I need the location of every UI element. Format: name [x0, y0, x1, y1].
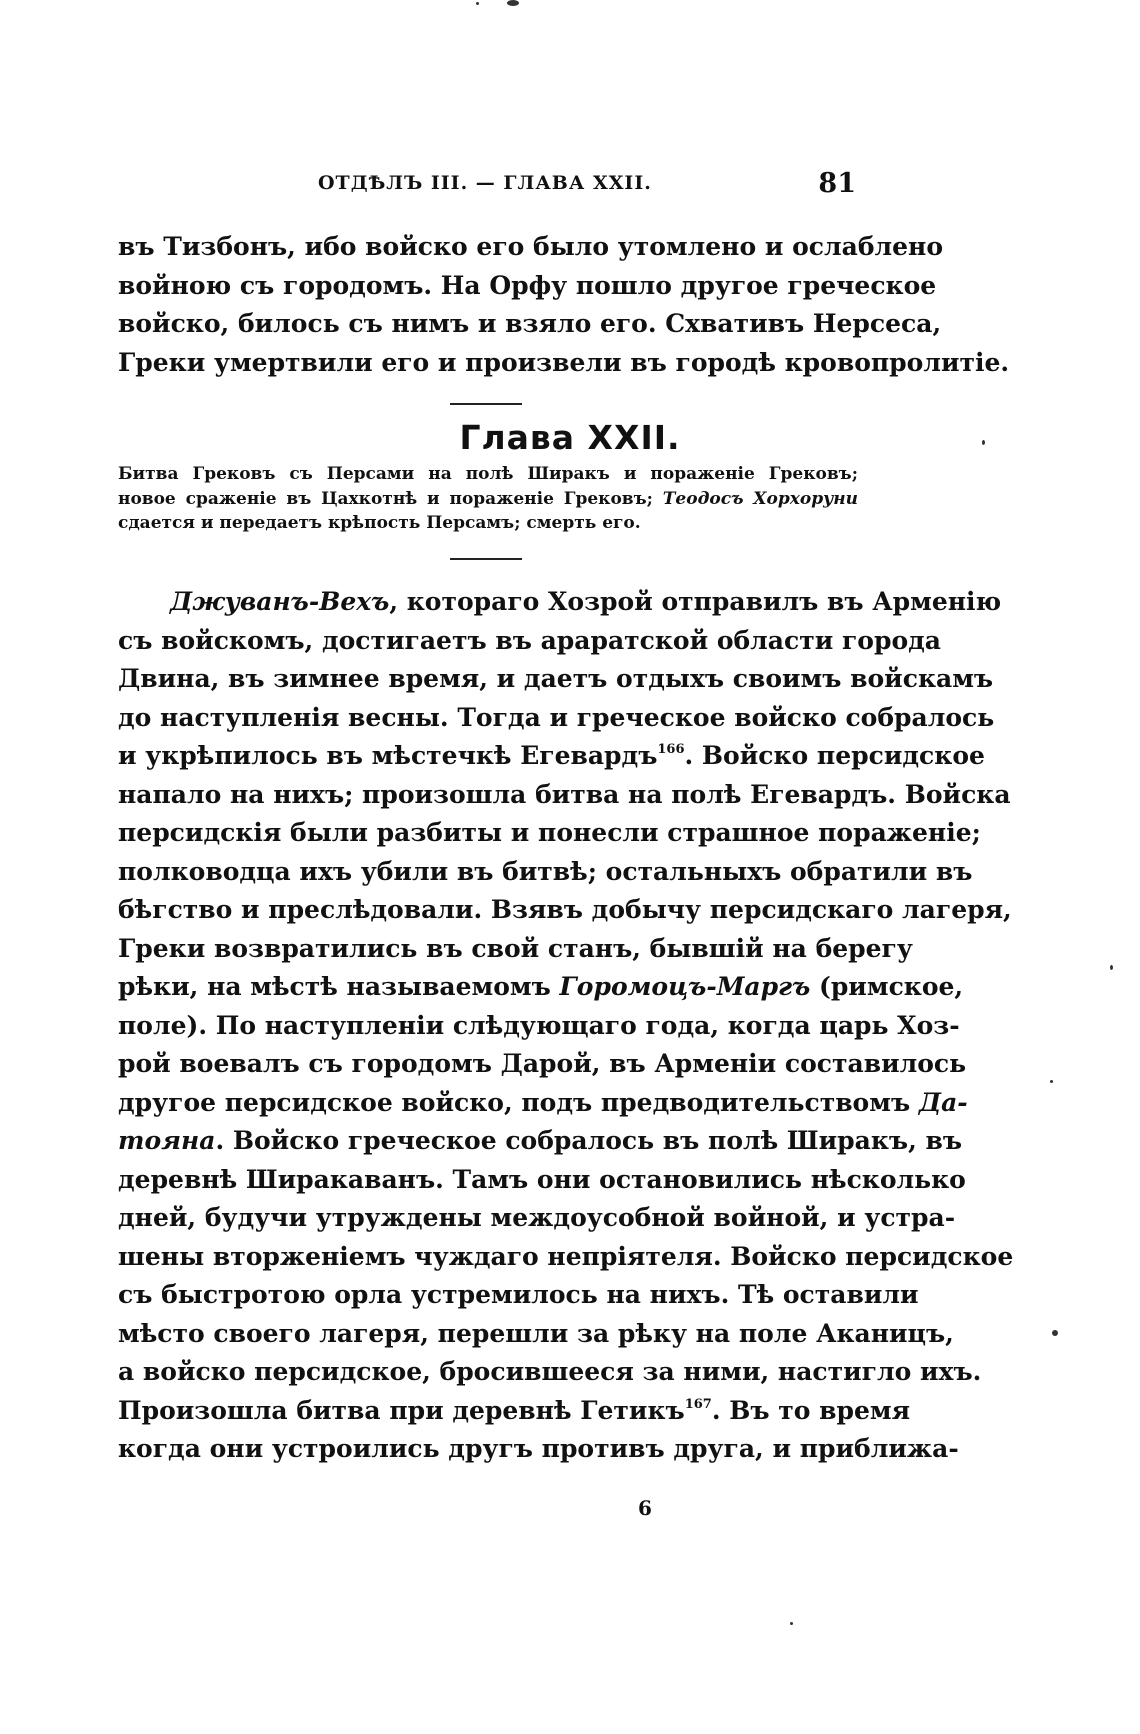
text-run: другое персидское войско, подъ предводительствомъ	[118, 1087, 919, 1117]
scan-speck	[1050, 1080, 1053, 1083]
carry-over-paragraph	[118, 228, 1010, 382]
footnote-ref-166[interactable]: 166	[657, 742, 685, 757]
text-line: Греки умертвили его и произвели въ городѣ кровопролитіе.	[118, 347, 1010, 377]
text-line	[118, 583, 1002, 622]
summary-name-italic: Теодосъ Хорхоруни	[662, 488, 859, 509]
summary-line	[118, 462, 858, 487]
page-number: 81	[818, 168, 856, 199]
separator-rule	[450, 558, 522, 560]
text-run: Произошла битва при деревнѣ Гетикъ	[118, 1395, 685, 1425]
summary-line	[118, 511, 858, 536]
text-line: войско, билось съ нимъ и взяло его. Схвативъ Нерсеса,	[118, 309, 942, 338]
text-line: Греки возвратились въ свой станъ, бывшій на берегу	[118, 933, 913, 963]
text-line	[118, 968, 964, 1007]
separator-rule	[450, 403, 522, 405]
person-name: тояна	[118, 1126, 216, 1155]
running-header	[128, 168, 856, 204]
footnote-ref-167[interactable]: 167	[684, 1396, 712, 1412]
text-line: полководца ихъ убили въ битвѣ; остальныхъ обратили въ	[118, 856, 973, 886]
text-line	[118, 1392, 911, 1431]
text-line: рой воевалъ съ городомъ Дарой, въ Арменіи составилось	[118, 1049, 967, 1078]
text-line: въ Тизбонъ, ибо войско его было утомлено и ослаблено	[118, 232, 944, 261]
text-line: шены вторженіемъ чуждаго непріятеля. Войско персидское	[118, 1241, 1014, 1271]
text-line: дней, будучи утруждены междоусобной войной, и устра-	[118, 1203, 956, 1232]
text-run: . Войско греческое собралось въ полѣ Ширакъ, въ	[215, 1126, 963, 1155]
summary-line	[118, 487, 858, 512]
text-line: а войско персидское, бросившееся за ними, настигло ихъ.	[118, 1357, 982, 1386]
text-line: войною съ городомъ. На Орфу пошло другое греческое	[118, 270, 937, 300]
text-line: до наступленія весны. Тогда и греческое войско собралось	[118, 702, 995, 732]
text-run: . Въ то время	[711, 1395, 911, 1425]
running-title: ОТДѢЛЪ III. — ГЛАВА XXII.	[318, 172, 652, 194]
text-line: съ быстротою орла устремилось на нихъ. Тѣ оставили	[118, 1280, 919, 1309]
summary-text: Битва Грековъ съ Персами на полѣ Ширакъ и пораженіе Грековъ;	[118, 464, 858, 484]
text-line: поле). По наступленіи слѣдующаго года, когда царь Хоз-	[118, 1010, 960, 1040]
text-run: . Войско персидское	[684, 741, 985, 770]
text-line: бѣгство и преслѣдовали. Взявъ добычу персидскаго лагеря,	[118, 895, 1012, 924]
text-line: когда они устроились другъ противъ друга, и приближа-	[118, 1434, 959, 1463]
scan-speck	[1110, 965, 1113, 970]
place-name: Горомоцъ-Маргъ	[559, 972, 811, 1001]
text-line	[118, 1122, 963, 1161]
text-line	[118, 1084, 968, 1123]
person-name: Да-	[918, 1087, 968, 1117]
text-run: и укрѣпилось въ мѣстечкѣ Егевардъ	[118, 741, 658, 770]
text-line: деревнѣ Ширакаванъ. Тамъ они остановились нѣсколько	[118, 1164, 966, 1194]
scan-speck	[476, 2, 479, 5]
text-run: рѣки, на мѣстѣ называемомъ	[118, 972, 560, 1001]
text-line: напало на нихъ; произошла битва на полѣ Егевардъ. Войска	[118, 779, 1011, 809]
person-name: Джуванъ-Вехъ	[170, 587, 390, 616]
summary-text: сдается и передаетъ крѣпость Персамъ; смерть его.	[118, 513, 641, 533]
chapter-title: Глава XXII.	[459, 418, 681, 457]
text-run: , котораго Хозрой отправилъ въ Арменію	[389, 587, 1002, 616]
scan-speck	[507, 0, 519, 6]
text-line: мѣсто своего лагеря, перешли за рѣку на поле Аканицъ,	[118, 1318, 954, 1348]
text-line: Двина, въ зимнее время, и даетъ отдыхъ своимъ войскамъ	[118, 664, 994, 693]
text-line: съ войскомъ, достигаетъ въ араратской области города	[118, 625, 941, 655]
text-run: (римское,	[810, 972, 964, 1001]
text-line: персидскія были разбиты и понесли страшное пораженіе;	[118, 818, 981, 847]
scan-speck	[982, 440, 985, 445]
signature-mark: 6	[638, 1496, 652, 1520]
text-line	[118, 737, 985, 776]
summary-text: новое сраженіе въ Цахкотнѣ и пораженіе Грековъ;	[118, 488, 663, 509]
chapter-body	[118, 583, 1014, 1469]
chapter-summary	[118, 462, 858, 536]
scan-speck	[1052, 1330, 1058, 1336]
scan-speck	[790, 1622, 793, 1625]
